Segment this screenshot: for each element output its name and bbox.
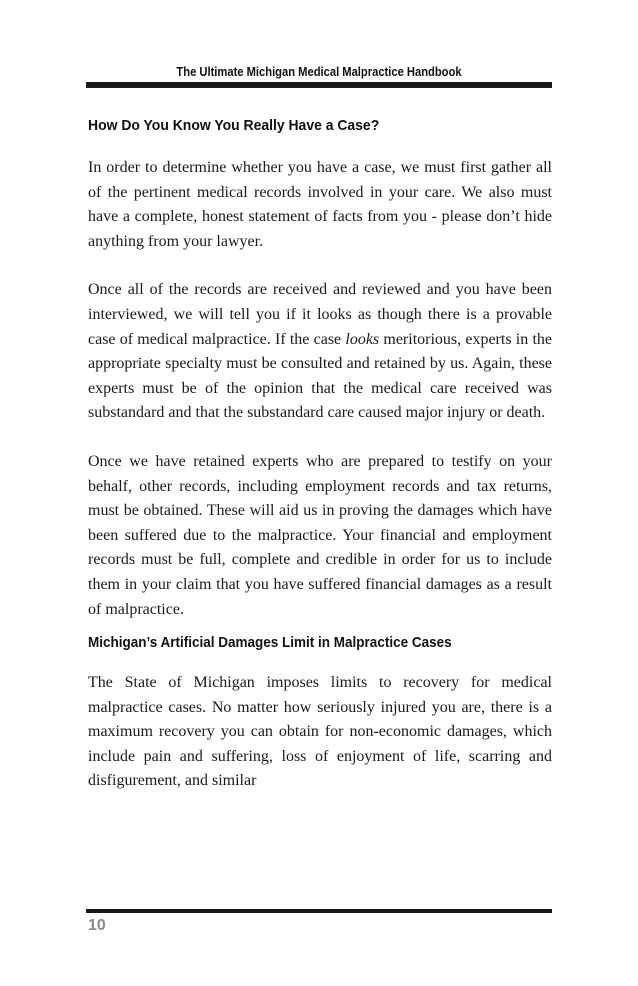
header-rule (86, 82, 552, 88)
paragraph-recovery-limits: The State of Michigan imposes limits to recovery for medical malpractice cases. No matter how seriously injured you are, there is a maximum recovery you can obtain for non-economic damages, which include pain and suffering, loss of enjoyment of life, scarring and disfigurement, and similar (88, 674, 552, 790)
footer-rule (86, 909, 552, 913)
paragraph-gather-records: In order to determine whether you have a case, we must first gather all of the pertinent medical records involved in your care. We also must have a complete, honest statement of facts from you - please don’t hide anything from your lawyer. (88, 159, 552, 250)
section-heading-damages-limit: Michigan’s Artificial Damages Limit in Malpractice Cases (88, 634, 452, 652)
page-body (88, 117, 552, 794)
paragraph-review-process (88, 278, 552, 426)
paragraph-damages-records: Once we have retained experts who are prepared to testify on your behalf, other records, including employment records and tax returns, must be obtained. These will aid us in proving the damages which have been suffered due to the malpractice. Your financial and employment records must be full, complete and credible in order for us to include them in your claim that you have suffered financial damages as a result of malpractice. (88, 452, 552, 618)
running-header: The Ultimate Michigan Medical Malpractice Handbook (176, 64, 462, 79)
page-number: 10 (88, 917, 106, 934)
paragraph-text: meritorious, experts in the appropriate specialty must be consulted and retained by us. Again, these experts must be of the opinion that the medical care received was substandard and that the substandard care caused major injury or death. (88, 330, 552, 422)
section-heading-have-a-case: How Do You Know You Really Have a Case? (88, 117, 380, 134)
paragraph-text: Once all of the records are received and reviewed and you have been interviewed, we will tell you if it looks as though there is a provable case of medical malpractice. If the case (88, 281, 552, 348)
emphasis-looks: looks (345, 330, 380, 348)
